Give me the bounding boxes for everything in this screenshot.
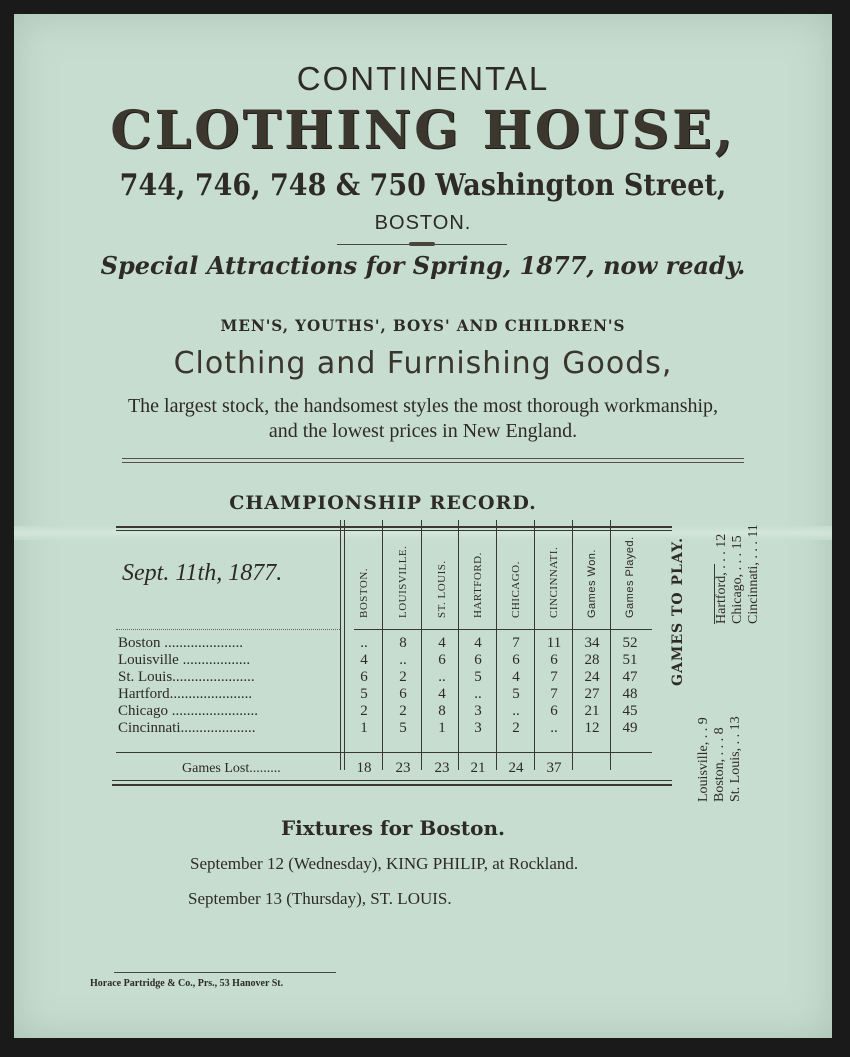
paper-fold <box>14 526 832 540</box>
column-header-label: CINCINNATI. <box>548 546 560 618</box>
record-date: Sept. 11th, 1877. <box>122 560 283 586</box>
table-cell: .. <box>474 686 482 702</box>
games-lost-cell: 37 <box>546 760 562 776</box>
divider-rule <box>122 462 744 463</box>
column-header <box>358 567 374 630</box>
column-header-label: BOSTON. <box>358 567 370 618</box>
header-continental: CONTINENTAL <box>296 60 550 97</box>
column-header <box>472 552 488 630</box>
column-header-label: LOUISVILLE. <box>397 545 409 618</box>
table-rule <box>116 530 672 531</box>
table-column-rule <box>572 520 573 770</box>
table-column-rule <box>340 520 341 770</box>
games-lost-label: Games Lost......... <box>182 761 281 776</box>
table-rule <box>112 784 672 786</box>
column-header <box>586 549 602 630</box>
column-header-label: CHICAGO. <box>510 561 522 618</box>
column-header <box>548 546 564 630</box>
table-row-label: Hartford...................... <box>118 686 253 702</box>
table-cell: 28 <box>584 652 600 668</box>
table-cell: .. <box>438 669 446 685</box>
table-cell: 2 <box>360 703 368 719</box>
table-cell: 12 <box>584 720 600 736</box>
table-cell: 1 <box>438 720 446 736</box>
table-cell: 8 <box>399 635 407 651</box>
table-cell: .. <box>550 720 558 736</box>
table-cell: 6 <box>474 652 482 668</box>
table-cell: 2 <box>399 669 407 685</box>
fixture-item: September 13 (Thursday), ST. LOUIS. <box>188 889 452 908</box>
header-clothing-house: CLOTHING HOUSE, <box>110 100 736 161</box>
table-cell: 6 <box>512 652 520 668</box>
table-cell: 6 <box>550 652 558 668</box>
table-rule <box>112 780 672 781</box>
table-cell: 3 <box>474 703 482 719</box>
table-cell: .. <box>512 703 520 719</box>
table-cell: 51 <box>622 652 638 668</box>
ad-special-attractions: Special Attractions for Spring, 1877, now ready. <box>100 251 746 280</box>
column-header-label: Games Won. <box>586 549 598 618</box>
table-column-rule <box>496 520 497 770</box>
table-cell: 7 <box>550 686 558 702</box>
column-header-label: Games Played. <box>624 536 636 618</box>
table-cell: 24 <box>584 669 600 685</box>
games-lost-cell: 23 <box>434 760 450 776</box>
table-column-rule <box>382 520 383 770</box>
table-cell: 34 <box>584 635 600 651</box>
column-header <box>436 560 452 630</box>
column-header-label: HARTFORD. <box>472 552 484 618</box>
table-cell: 5 <box>512 686 520 702</box>
table-cell: 5 <box>360 686 368 702</box>
ornamental-rule <box>337 244 507 245</box>
table-cell: 8 <box>438 703 446 719</box>
ad-mens-line: MEN'S, YOUTHS', BOYS' AND CHILDREN'S <box>220 316 626 335</box>
table-row-label: Cincinnati.................... <box>118 720 256 736</box>
table-cell: 2 <box>399 703 407 719</box>
table-cell: 45 <box>622 703 638 719</box>
table-cell: 7 <box>512 635 520 651</box>
games-to-play-text: Hartford, . . . 12 <box>714 533 729 624</box>
record-title: CHAMPIONSHIP RECORD. <box>229 492 537 514</box>
table-cell: 4 <box>360 652 368 668</box>
table-cell: .. <box>360 635 368 651</box>
table-column-rule <box>421 520 422 770</box>
table-cell: 6 <box>399 686 407 702</box>
table-cell: 6 <box>360 669 368 685</box>
games-to-play-text: Cincinnati, . . . 11 <box>746 524 761 624</box>
table-cell: 7 <box>550 669 558 685</box>
header-city: BOSTON. <box>374 212 472 234</box>
column-header-label: ST. LOUIS. <box>436 560 448 618</box>
ad-description: The largest stock, the handsomest styles the most thorough workmanship, and the lowest prices in New England. <box>127 395 719 442</box>
games-to-play-text: St. Louis, . . 13 <box>728 716 743 802</box>
table-rule <box>116 526 672 528</box>
table-cell: 48 <box>622 686 638 702</box>
table-cell: 6 <box>550 703 558 719</box>
table-cell: 21 <box>584 703 600 719</box>
table-cell: 11 <box>546 635 562 651</box>
games-lost-cell: 21 <box>470 760 486 776</box>
table-cell: 4 <box>474 635 482 651</box>
table-cell: 6 <box>438 652 446 668</box>
table-row-label: Chicago ....................... <box>118 703 258 719</box>
ad-goods: Clothing and Furnishing Goods, <box>173 346 673 381</box>
games-to-play-text: Chicago, . . . 15 <box>730 535 745 624</box>
table-column-rule <box>534 520 535 770</box>
table-cell: 27 <box>584 686 600 702</box>
games-to-play-text: Louisville, . . 9 <box>696 717 711 802</box>
table-cell: 4 <box>512 669 520 685</box>
table-cell: 52 <box>622 635 638 651</box>
table-rule <box>116 629 340 630</box>
table-cell: 49 <box>622 720 638 736</box>
games-lost-cell: 18 <box>356 760 372 776</box>
column-header <box>397 545 413 630</box>
games-lost-cell: 23 <box>395 760 411 776</box>
gtp-divider <box>714 564 715 624</box>
column-header <box>624 536 640 630</box>
table-cell: 1 <box>360 720 368 736</box>
table-row-label: St. Louis...................... <box>118 669 255 685</box>
header-address: 744, 746, 748 & 750 Washington Street, <box>119 168 727 203</box>
table-cell: 2 <box>512 720 520 736</box>
table-cell: 4 <box>438 635 446 651</box>
table-cell: 3 <box>474 720 482 736</box>
printer-imprint: Horace Partridge & Co., Prs., 53 Hanover St. <box>90 978 284 989</box>
divider-rule <box>122 458 744 459</box>
fixtures-title: Fixtures for Boston. <box>280 816 505 840</box>
games-to-play-text: Boston, . . . 8 <box>712 727 727 802</box>
column-header <box>510 561 526 630</box>
table-row-label: Boston ..................... <box>118 635 244 651</box>
table-cell: 5 <box>474 669 482 685</box>
table-cell: .. <box>399 652 407 668</box>
table-column-rule <box>344 520 345 770</box>
table-cell: 47 <box>622 669 638 685</box>
broadside-sheet: CONTINENTAL CLOTHING HOUSE, 744, 746, 748 & 750 Washington Street, BOSTON. Special Attractions for Spring, 1877, now ready. MEN'S, YOUTHS', BOYS' AND CHILDREN'S Clothing and Furnishing Goods, The largest stock, the handsomest styles the most thorough workmanship, and the lowest prices in New England. CHAMPIONSHIP RECORD. Sept. 11th, 1877. BOSTON. LOUISVILLE. ST. LOUIS. HARTFORD. CHICAGO. CINCINNATI. Games Won. Games Played. Boston ..................... .. 8 4 4 7 11 34 52 Louisville .................. 4 .. 6 6 6 6 28 51 St. Louis...................... 6 2 .. 5 4 7 24 47 Hartford...................... 5 6 4 .. 5 7 27 48 Chicago ....................... 2 2 8 3 .. 6 21 45 Cincinnati.................... 1 5 1 3 2 .. 12 49 Games Lost......... 18 23 23 21 24 37 GAMES TO PLAY. Louisville, . . 9 Boston, . . . 8 St. Louis, . . 13 Hartford, . . . 12 Chicago, . . . 15 Cincinnati, . . . 11 Fixtures for Boston. September 12 (Wednesday), KING PHILIP, at Rockland. September 13 (Thursday), ST. LOUIS. Horace Partridge & Co., Prs., 53 Hanover St. <box>14 14 832 1038</box>
table-cell: 4 <box>438 686 446 702</box>
table-cell: 5 <box>399 720 407 736</box>
games-lost-cell: 24 <box>508 760 524 776</box>
table-column-rule <box>610 520 611 770</box>
fixture-item: September 12 (Wednesday), KING PHILIP, at Rockland. <box>190 854 579 873</box>
table-row-label: Louisville .................. <box>118 652 251 668</box>
footer-rule <box>114 972 336 973</box>
